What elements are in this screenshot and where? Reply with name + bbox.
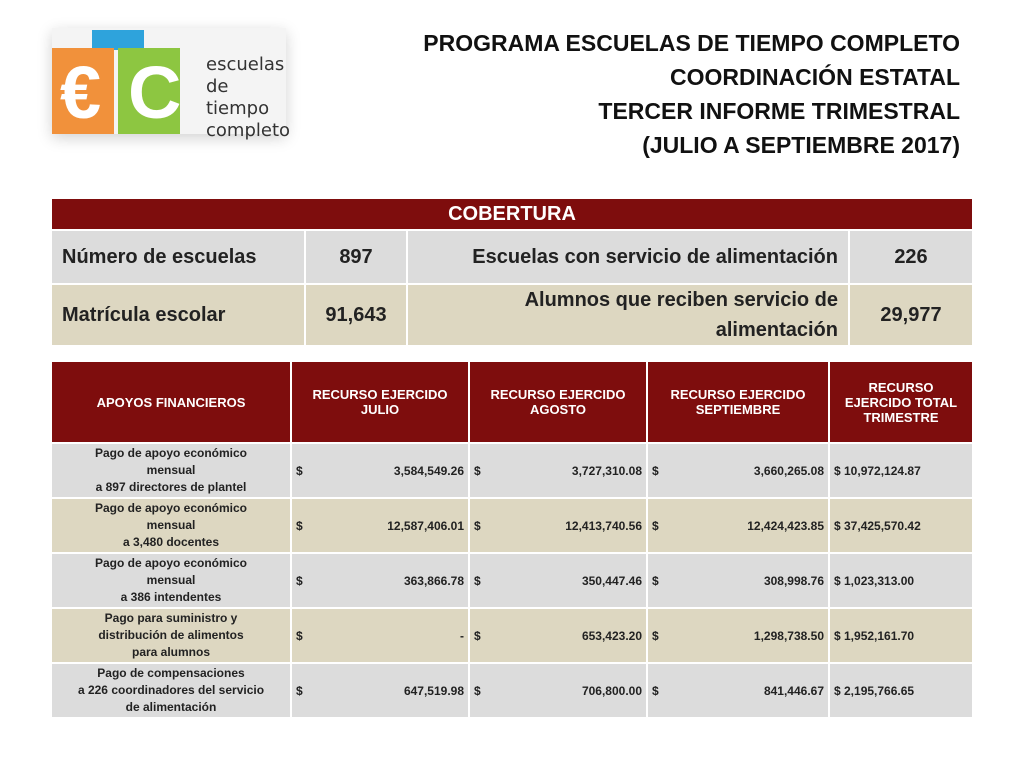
table-header-row (52, 362, 972, 442)
logo-letter-c: C (128, 51, 182, 134)
title-line-1: PROGRAMA ESCUELAS DE TIEMPO COMPLETO (423, 30, 960, 56)
col-header-concept: APOYOS FINANCIEROS (52, 362, 290, 442)
cell-julio: $ 3,584,549.26 (292, 444, 468, 497)
food-students-label: Alumnos que reciben servicio de alimentación (408, 285, 848, 345)
table-row (52, 231, 972, 283)
row-concept: Pago de apoyo económico mensual a 3,480 docentes (52, 499, 290, 552)
logo-letter-e: € (60, 51, 102, 134)
cell-total: $ 1,952,161.70 (830, 609, 972, 662)
title-line-4: (JULIO A SEPTIEMBRE 2017) (642, 132, 960, 158)
food-students-value: 29,977 (850, 285, 972, 345)
col-header-agosto: RECURSO EJERCIDO AGOSTO (470, 362, 646, 442)
report-title (423, 26, 960, 162)
row-concept: Pago para suministro y distribución de alimentos para alumnos (52, 609, 290, 662)
cell-agosto: $ 350,447.46 (470, 554, 646, 607)
table-row (52, 499, 972, 552)
cell-agosto: $ 653,423.20 (470, 609, 646, 662)
cell-septiembre: $ 12,424,423.85 (648, 499, 828, 552)
table-row (52, 664, 972, 717)
cell-julio: $ 363,866.78 (292, 554, 468, 607)
col-header-septiembre: RECURSO EJERCIDO SEPTIEMBRE (648, 362, 828, 442)
title-line-3: TERCER INFORME TRIMESTRAL (598, 98, 960, 124)
cell-total: $ 1,023,313.00 (830, 554, 972, 607)
cell-agosto: $ 3,727,310.08 (470, 444, 646, 497)
col-header-total: RECURSO EJERCIDO TOTAL TRIMESTRE (830, 362, 972, 442)
logo-text: escuelas de tiempo completo (206, 54, 291, 141)
cell-agosto: $ 12,413,740.56 (470, 499, 646, 552)
table-row (52, 554, 972, 607)
program-logo (52, 28, 291, 141)
cell-julio: $ - (292, 609, 468, 662)
cell-total: $ 2,195,766.65 (830, 664, 972, 717)
food-schools-value: 226 (850, 231, 972, 283)
logo-blue-block (92, 30, 144, 50)
financial-table (50, 360, 974, 719)
col-header-julio: RECURSO EJERCIDO JULIO (292, 362, 468, 442)
title-line-2: COORDINACIÓN ESTATAL (669, 64, 960, 90)
cell-septiembre: $ 3,660,265.08 (648, 444, 828, 497)
enrollment-value: 91,643 (306, 285, 406, 345)
cell-julio: $ 12,587,406.01 (292, 499, 468, 552)
cell-julio: $ 647,519.98 (292, 664, 468, 717)
coverage-title: COBERTURA (52, 199, 972, 229)
table-row (52, 444, 972, 497)
cell-septiembre: $ 1,298,738.50 (648, 609, 828, 662)
cell-total: $ 37,425,570.42 (830, 499, 972, 552)
num-schools-label: Número de escuelas (52, 231, 304, 283)
table-row (52, 285, 972, 345)
row-concept: Pago de apoyo económico mensual a 386 intendentes (52, 554, 290, 607)
cell-agosto: $ 706,800.00 (470, 664, 646, 717)
table-row (52, 609, 972, 662)
cell-total: $ 10,972,124.87 (830, 444, 972, 497)
cell-septiembre: $ 841,446.67 (648, 664, 828, 717)
row-concept: Pago de compensaciones a 226 coordinadores del servicio de alimentación (52, 664, 290, 717)
coverage-table (50, 197, 974, 347)
row-concept: Pago de apoyo económico mensual a 897 directores de plantel (52, 444, 290, 497)
num-schools-value: 897 (306, 231, 406, 283)
cell-septiembre: $ 308,998.76 (648, 554, 828, 607)
food-schools-label: Escuelas con servicio de alimentación (408, 231, 848, 283)
enrollment-label: Matrícula escolar (52, 285, 304, 345)
